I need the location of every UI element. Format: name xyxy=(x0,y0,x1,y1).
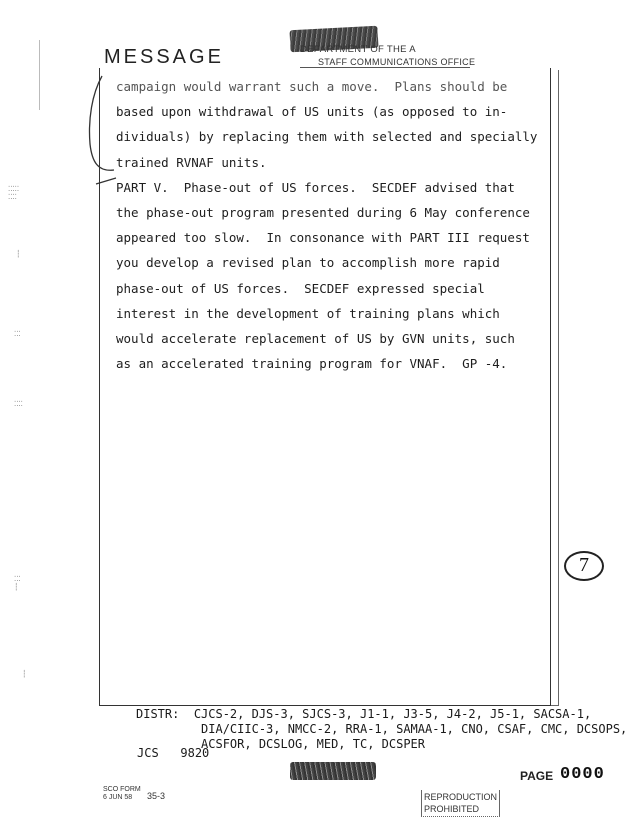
distribution-line-1: CJCS-2, DJS-3, SJCS-3, J1-1, J3-5, J4-2, J5-1, SACSA-1, xyxy=(193,707,592,721)
message-body xyxy=(116,74,546,376)
form-label xyxy=(103,786,141,802)
body-line: campaign would warrant such a move. Plans should be xyxy=(116,79,508,94)
body-line: interest in the development of training plans which xyxy=(116,305,500,321)
form-number: 35-3 xyxy=(147,791,166,801)
margin-artifact: ⁚⁚⁚⁚⁚ ⁚⁚⁚⁚ xyxy=(8,185,20,201)
body-line: would accelerate replacement of US by GVN units, such xyxy=(116,330,515,346)
form-date-line: 6 JUN 58 xyxy=(103,794,133,801)
body-line: as an accelerated training program for VNAF. GP -4. xyxy=(116,356,508,372)
distribution-label: DISTR: xyxy=(136,707,180,721)
body-line: PART V. Phase-out of US forces. SECDEF advised that xyxy=(116,179,515,195)
margin-artifact: ⁚⁚⁚ ┆ xyxy=(14,575,21,591)
classification-stamp-bottom xyxy=(290,762,376,780)
margin-artifact: ┆ xyxy=(16,250,21,258)
jcs-number: 9820 xyxy=(180,746,210,760)
distribution-list xyxy=(136,707,627,752)
body-line: the phase-out program presented during 6 May conference xyxy=(116,204,530,220)
form-label-line: SCO FORM xyxy=(103,786,141,793)
prohibited-line: PROHIBITED xyxy=(424,804,480,814)
frame-corner-tick xyxy=(551,705,559,706)
body-line: dividuals) by replacing them with selected and specially xyxy=(116,129,538,145)
circled-page-annotation: 7 xyxy=(564,551,604,581)
message-title: MESSAGE xyxy=(104,46,224,68)
body-line: phase-out of US forces. SECDEF expressed special xyxy=(116,280,485,296)
margin-artifact: ┆ xyxy=(22,670,27,678)
distribution-line-3: ACSFOR, DCSLOG, MED, TC, DCSPER xyxy=(201,737,425,751)
page-number: 0000 xyxy=(560,765,605,784)
office-line: STAFF COMMUNICATIONS OFFICE xyxy=(318,57,476,67)
reproduction-line: REPRODUCTION xyxy=(424,792,498,802)
reproduction-notice xyxy=(421,790,500,817)
body-line: appeared too slow. In consonance with PART III request xyxy=(116,230,530,246)
page-label: PAGE xyxy=(520,769,554,783)
body-line: based upon withdrawal of US units (as opposed to in- xyxy=(116,104,508,120)
margin-rule xyxy=(39,40,40,110)
jcs-reference xyxy=(137,746,209,760)
body-line: trained RVNAF units. xyxy=(116,154,267,170)
frame-outer-rule xyxy=(558,70,559,706)
department-line: DEPARTMENT OF THE A xyxy=(300,44,416,55)
jcs-label: JCS xyxy=(137,746,159,760)
distribution-line-2: DIA/CIIC-3, NMCC-2, RRA-1, SAMAA-1, CNO, CSAF, CMC, DCSOPS, xyxy=(201,722,628,736)
margin-artifact: ⁚⁚⁚⁚ xyxy=(14,400,23,408)
margin-artifact: ⁚⁚⁚ xyxy=(14,330,21,338)
body-line: you develop a revised plan to accomplish more rapid xyxy=(116,255,500,271)
